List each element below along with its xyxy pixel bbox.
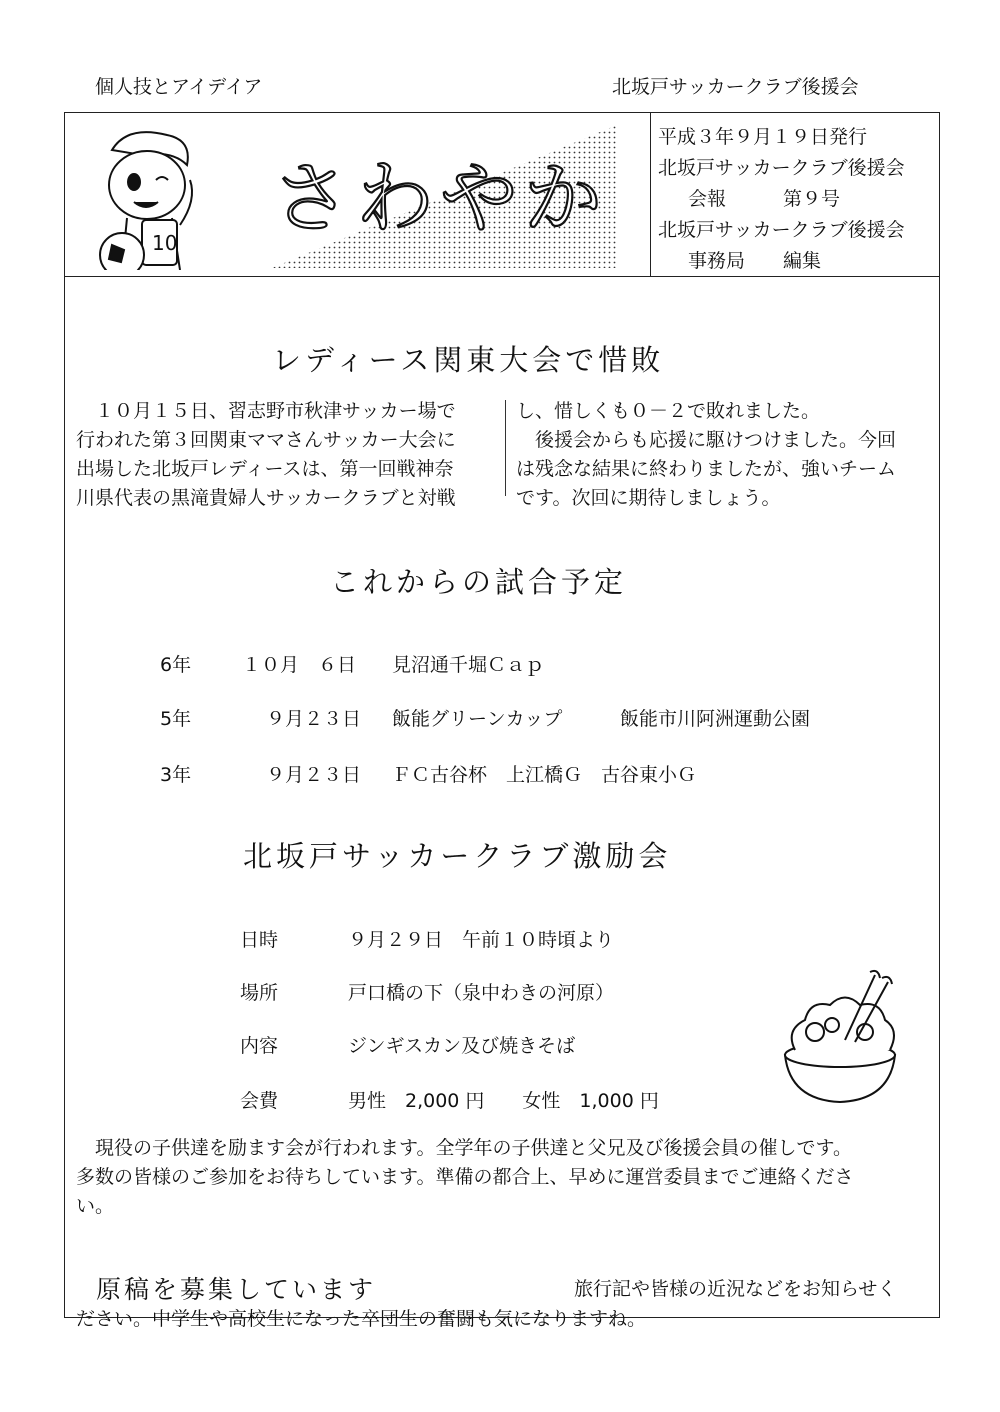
party-value-content: ジンギスカン及び焼きそば — [348, 1035, 576, 1057]
party-label-fee: 会費 — [240, 1090, 279, 1112]
article-ladies-title: レディース関東大会で惜敗 — [272, 343, 665, 377]
schedule-grade: 3年 — [160, 764, 192, 786]
article-line: は残念な結果に終わりましたが、強いチーム — [516, 458, 897, 480]
salad-bowl-icon — [770, 960, 910, 1110]
mascot-icon — [100, 132, 192, 270]
article-line: し、惜しくも０－２で敗れました。 — [516, 400, 821, 422]
header-top-right: 北坂戸サッカークラブ後援会 — [612, 76, 859, 98]
pub-line-editor-org: 北坂戸サッカークラブ後援会 — [658, 219, 905, 241]
publication-info — [658, 122, 934, 277]
header-vertical-divider — [650, 112, 651, 276]
manuscripts-title: 原稿を募集しています — [96, 1275, 377, 1304]
schedule-grade: 6年 — [160, 654, 192, 676]
party-note-line: 現役の子供達を励ます会が行われます。全学年の子供達と父兄及び後援会員の催しです。 — [76, 1137, 852, 1159]
schedule-date: １０月 ６日 — [242, 654, 357, 676]
party-label-place: 場所 — [240, 982, 279, 1004]
header-top-left: 個人技とアイデイア — [95, 76, 263, 98]
article-line: 川県代表の黒滝貴婦人サッカークラブと対戦 — [76, 487, 456, 509]
manuscripts-line-1: 旅行記や皆様の近況などをお知らせく — [574, 1278, 897, 1300]
pub-line-editor: 事務局 編集 — [688, 250, 822, 272]
schedule-date: ９月２３日 — [266, 764, 362, 786]
article-line: 出場した北坂戸レディースは、第一回戦神奈 — [76, 458, 454, 480]
party-value-fee: 男性 2,000 円 女性 1,000 円 — [348, 1090, 659, 1112]
party-title: 北坂戸サッカークラブ激励会 — [243, 839, 672, 873]
party-value-place: 戸口橋の下（泉中わきの河原） — [348, 982, 615, 1004]
party-note-line: い。 — [76, 1195, 115, 1217]
manuscripts-line-2: ださい。中学生や高校生になった卒団生の奮闘も気になりますね。 — [76, 1308, 647, 1330]
party-note-line: 多数の皆様のご参加をお待ちしています。準備の都合上、早めに運営委員までご連絡くださ — [76, 1166, 854, 1188]
pub-line-publisher: 北坂戸サッカークラブ後援会 — [658, 157, 905, 179]
schedule-event: ＦＣ古谷杯 上江橋Ｇ 古谷東小Ｇ — [392, 764, 697, 786]
masthead-art — [72, 120, 642, 270]
article-ladies-left-column — [76, 397, 496, 513]
article-line: です。次回に期待しましょう。 — [516, 487, 781, 509]
schedule-grade: 5年 — [160, 708, 192, 730]
column-divider — [505, 400, 506, 496]
party-label-datetime: 日時 — [240, 929, 279, 951]
article-line: 行われた第３回関東ママさんサッカー大会に — [76, 429, 456, 451]
schedule-place: 飯能市川阿洲運動公園 — [620, 708, 811, 730]
article-ladies-right-column — [516, 397, 936, 513]
schedule-title: これからの試合予定 — [330, 565, 628, 599]
party-value-datetime: ９月２９日 午前１０時頃より — [348, 929, 615, 951]
schedule-row — [160, 650, 191, 677]
pub-line-issue: 会報 第９号 — [688, 188, 841, 210]
schedule-date: ９月２３日 — [266, 708, 362, 730]
pub-line-date: 平成３年９月１９日発行 — [658, 126, 868, 148]
svg-text:10: 10 — [152, 231, 178, 255]
schedule-event: 飯能グリーンカップ — [392, 708, 563, 730]
logo-title: さわやか — [272, 154, 609, 244]
party-label-content: 内容 — [240, 1035, 279, 1057]
masthead — [72, 120, 642, 270]
article-line: １０月１５日、習志野市秋津サッカー場で — [76, 400, 456, 422]
article-line: 後援会からも応援に駆けつけました。今回 — [516, 429, 897, 451]
schedule-event: 見沼通千堀Ｃａｐ — [392, 654, 545, 676]
party-note — [76, 1134, 936, 1221]
